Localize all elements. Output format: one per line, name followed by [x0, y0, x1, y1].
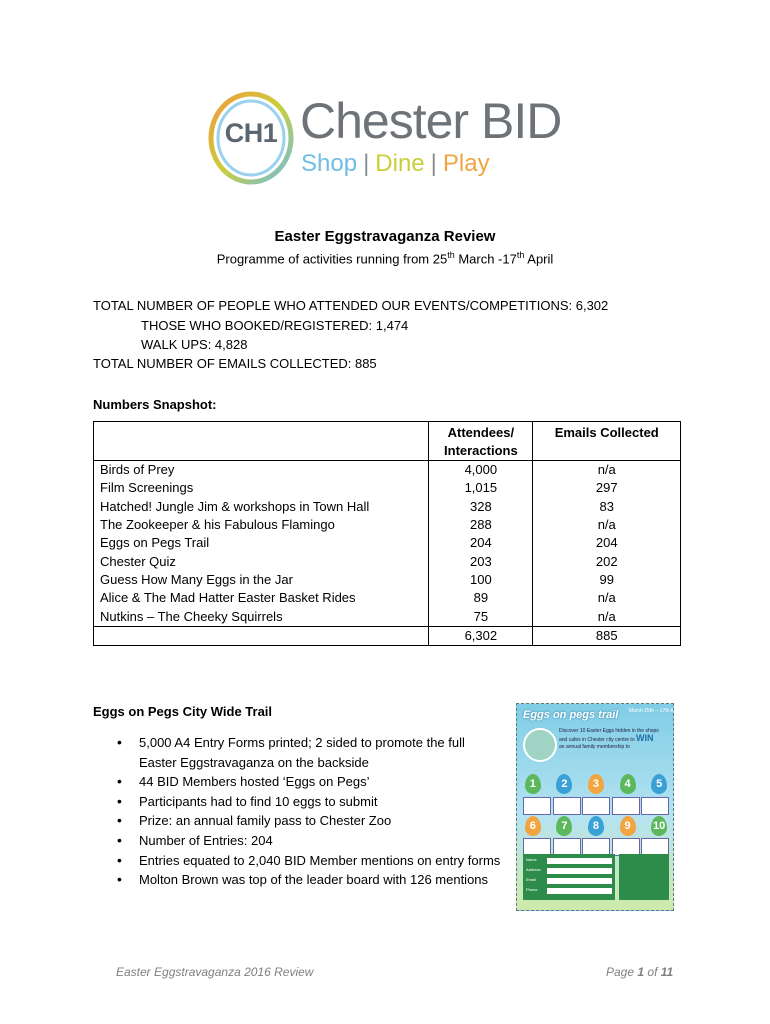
form-line	[547, 858, 612, 864]
attendees-cell: 288	[429, 516, 533, 534]
table-row	[94, 571, 681, 589]
subtitle-text: March -17	[454, 251, 517, 267]
event-cell: Birds of Prey	[94, 461, 429, 480]
event-cell: Nutkins – The Cheeky Squirrels	[94, 607, 429, 626]
form-label: Email	[526, 877, 537, 882]
answer-box	[582, 797, 610, 815]
table-header-cell: Attendees/ Interactions	[429, 422, 533, 461]
emails-cell: n/a	[533, 589, 681, 607]
egg-icon: 4	[620, 774, 636, 794]
egg-icon: 5	[651, 774, 667, 794]
totals-label-cell	[94, 626, 429, 645]
table-row	[94, 479, 681, 497]
logo-tagline	[301, 150, 490, 178]
table-header-cell: Emails Collected	[533, 422, 681, 461]
egg-icon: 7	[556, 816, 572, 836]
table-row	[94, 461, 681, 480]
flyer-egg-row-bottom	[517, 816, 675, 836]
egg-icon: 6	[525, 816, 541, 836]
form-label: Name	[526, 857, 537, 862]
flyer-egg-row-top	[517, 774, 675, 794]
trail-heading: Eggs on Pegs City Wide Trail	[93, 704, 273, 719]
stat-emails: TOTAL NUMBER OF EMAILS COLLECTED: 885	[93, 356, 377, 371]
answer-box	[612, 797, 640, 815]
egg-icon: 3	[588, 774, 604, 794]
table-row	[94, 607, 681, 626]
page-word: Page	[606, 965, 635, 979]
form-line	[547, 888, 612, 894]
document-title: Easter Eggstravaganza Review	[274, 228, 496, 245]
totals-attendees-cell: 6,302	[429, 626, 533, 645]
chester-bid-logo	[200, 86, 560, 191]
event-cell: Guess How Many Eggs in the Jar	[94, 571, 429, 589]
table-row	[94, 516, 681, 534]
table-header-cell	[94, 422, 429, 461]
table-row	[94, 589, 681, 607]
form-label: Phone	[526, 887, 538, 892]
flyer-prize-text: an annual family membership to	[559, 744, 630, 750]
subtitle-superscript: th	[516, 250, 525, 260]
emails-cell: n/a	[533, 461, 681, 480]
stat-total-attended: TOTAL NUMBER OF PEOPLE WHO ATTENDED OUR EVENTS/COMPETITIONS: 6,302	[93, 298, 609, 313]
egg-icon: 9	[620, 816, 636, 836]
list-item: • Entries equated to 2,040 BID Member mentions on entry forms	[93, 851, 503, 871]
flyer-copy	[559, 728, 667, 751]
emails-cell: 202	[533, 552, 681, 570]
page-total: 11	[660, 965, 674, 979]
attendees-cell: 204	[429, 534, 533, 552]
logo-name: Chester BID	[300, 93, 562, 149]
list-item: • Molton Brown was top of the leader board with 126 mentions	[93, 870, 503, 890]
attendees-cell: 1,015	[429, 479, 533, 497]
emails-cell: 297	[533, 479, 681, 497]
table-row	[94, 552, 681, 570]
tagline-separator: |	[430, 150, 437, 177]
attendees-cell: 4,000	[429, 461, 533, 480]
event-cell: Eggs on Pegs Trail	[94, 534, 429, 552]
document-subtitle	[0, 250, 770, 266]
event-cell: Chester Quiz	[94, 552, 429, 570]
snapshot-table	[93, 421, 681, 646]
list-item: • Prize: an annual family pass to Chester Zoo	[93, 811, 503, 831]
flyer-badge-icon	[523, 728, 557, 762]
emails-cell: 99	[533, 571, 681, 589]
flyer-answer-boxes-top	[523, 797, 669, 815]
egg-icon: 8	[588, 816, 604, 836]
trail-bullet-list	[93, 733, 503, 890]
page-current: 1	[637, 965, 645, 979]
event-cell: Alice & The Mad Hatter Easter Basket Rides	[94, 589, 429, 607]
egg-icon: 1	[525, 774, 541, 794]
table-totals-row	[94, 626, 681, 645]
subtitle-text: Programme of activities running from 25	[216, 251, 448, 267]
totals-emails-cell: 885	[533, 626, 681, 645]
subtitle-superscript: th	[447, 250, 455, 260]
emails-cell: n/a	[533, 516, 681, 534]
tagline-separator: |	[363, 150, 370, 177]
attendees-cell: 89	[429, 589, 533, 607]
egg-icon: 2	[556, 774, 572, 794]
attendees-cell: 75	[429, 607, 533, 626]
tagline-dine: Dine	[375, 150, 425, 177]
subtitle-text: April	[524, 251, 554, 267]
flyer-win-text: WIN	[635, 733, 654, 743]
form-label: Address	[526, 867, 541, 872]
answer-box	[523, 797, 551, 815]
event-cell: Hatched! Jungle Jim & workshops in Town Hall	[94, 498, 429, 516]
event-cell: Film Screenings	[94, 479, 429, 497]
answer-box	[553, 797, 581, 815]
list-item: • 5,000 A4 Entry Forms printed; 2 sided to promote the full Easter Eggstravaganza on the backside	[93, 733, 503, 772]
eggs-on-pegs-flyer-image	[516, 703, 681, 911]
flyer-entry-form	[523, 854, 615, 900]
table-row	[94, 534, 681, 552]
event-cell: The Zookeeper & his Fabulous Flamingo	[94, 516, 429, 534]
stat-booked: THOSE WHO BOOKED/REGISTERED: 1,474	[141, 318, 409, 333]
emails-cell: n/a	[533, 607, 681, 626]
attendees-cell: 328	[429, 498, 533, 516]
snapshot-heading: Numbers Snapshot:	[93, 397, 217, 412]
flyer-date: March 25th – 17th April	[629, 708, 681, 714]
tagline-shop: Shop	[301, 150, 358, 177]
footer-page-number	[606, 965, 673, 979]
flyer-title: Eggs on pegs trail	[523, 709, 619, 721]
table-row	[94, 498, 681, 516]
stat-walk-ups: WALK UPS: 4,828	[141, 337, 248, 352]
egg-icon: 10	[651, 816, 667, 836]
emails-cell: 204	[533, 534, 681, 552]
of-word: of	[647, 965, 658, 979]
flyer-note-panel	[619, 854, 669, 900]
attendees-cell: 203	[429, 552, 533, 570]
answer-box	[641, 797, 669, 815]
emails-cell: 83	[533, 498, 681, 516]
flyer-copy-text: Discover 10 Easter Eggs hidden in the shops and cafes in Chester city centre to	[559, 728, 659, 743]
logo-badge-text: CH1	[224, 118, 278, 148]
form-line	[547, 868, 612, 874]
list-item: • Number of Entries: 204	[93, 831, 503, 851]
table-header-row	[94, 422, 681, 461]
list-item: • Participants had to find 10 eggs to submit	[93, 792, 503, 812]
form-line	[547, 878, 612, 884]
list-item: • 44 BID Members hosted ‘Eggs on Pegs’	[93, 772, 503, 792]
attendees-cell: 100	[429, 571, 533, 589]
tagline-play: Play	[442, 150, 490, 177]
footer-doc-title: Easter Eggstravaganza 2016 Review	[116, 965, 314, 979]
